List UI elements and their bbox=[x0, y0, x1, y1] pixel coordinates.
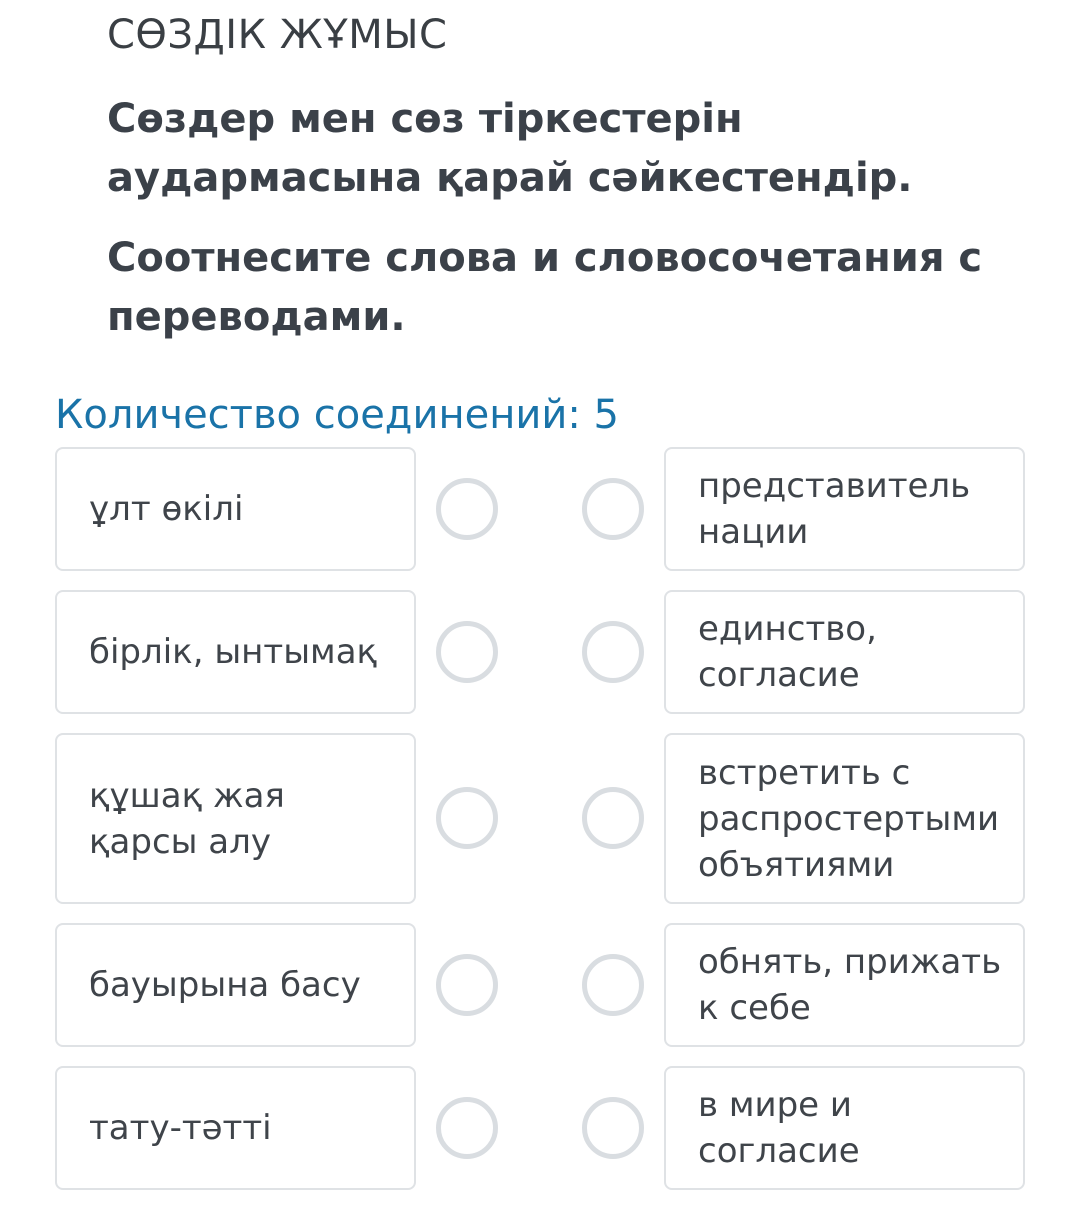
left-card[interactable] bbox=[55, 733, 416, 904]
left-radio[interactable] bbox=[436, 478, 498, 540]
left-card[interactable] bbox=[55, 590, 416, 714]
left-radio[interactable] bbox=[436, 621, 498, 683]
right-card[interactable] bbox=[664, 733, 1025, 904]
right-card[interactable] bbox=[664, 1066, 1025, 1190]
right-card[interactable] bbox=[664, 447, 1025, 571]
left-card[interactable] bbox=[55, 1066, 416, 1190]
connections-count: Количество соединений: 5 bbox=[55, 392, 620, 438]
left-card-text: тату-тәтті bbox=[89, 1108, 272, 1148]
left-card-text: бірлік, ынтымақ bbox=[89, 632, 378, 672]
left-card-text: ұлт өкілі bbox=[89, 489, 244, 529]
right-radio[interactable] bbox=[582, 478, 644, 540]
right-radio[interactable] bbox=[582, 621, 644, 683]
right-card-text: в мире и согласие bbox=[698, 1085, 860, 1171]
left-radio[interactable] bbox=[436, 954, 498, 1016]
instruction-kazakh: Сөздер мен сөз тіркестерін аудармасына қарай сәйкестендір. bbox=[107, 96, 913, 201]
right-card-text: единство, согласие bbox=[698, 609, 877, 695]
right-card[interactable] bbox=[664, 923, 1025, 1047]
left-card-text: құшақ жая қарсы алу bbox=[89, 775, 285, 862]
right-radio[interactable] bbox=[582, 1097, 644, 1159]
right-radio[interactable] bbox=[582, 787, 644, 849]
instruction-russian: Соотнесите слова и словосочетания с переводами. bbox=[107, 235, 983, 340]
left-radio[interactable] bbox=[436, 787, 498, 849]
right-card-text: встретить с распростертыми объятиями bbox=[698, 752, 1000, 885]
right-radio[interactable] bbox=[582, 954, 644, 1016]
left-card[interactable] bbox=[55, 923, 416, 1047]
left-card[interactable] bbox=[55, 447, 416, 571]
right-card[interactable] bbox=[664, 590, 1025, 714]
right-card-text: обнять, прижать к себе bbox=[698, 942, 1002, 1028]
left-radio[interactable] bbox=[436, 1097, 498, 1159]
right-card-text: представитель нации bbox=[698, 466, 971, 552]
left-card-text: бауырына басу bbox=[89, 965, 361, 1005]
section-label: СӨЗДІК ЖҰМЫС bbox=[107, 12, 448, 58]
